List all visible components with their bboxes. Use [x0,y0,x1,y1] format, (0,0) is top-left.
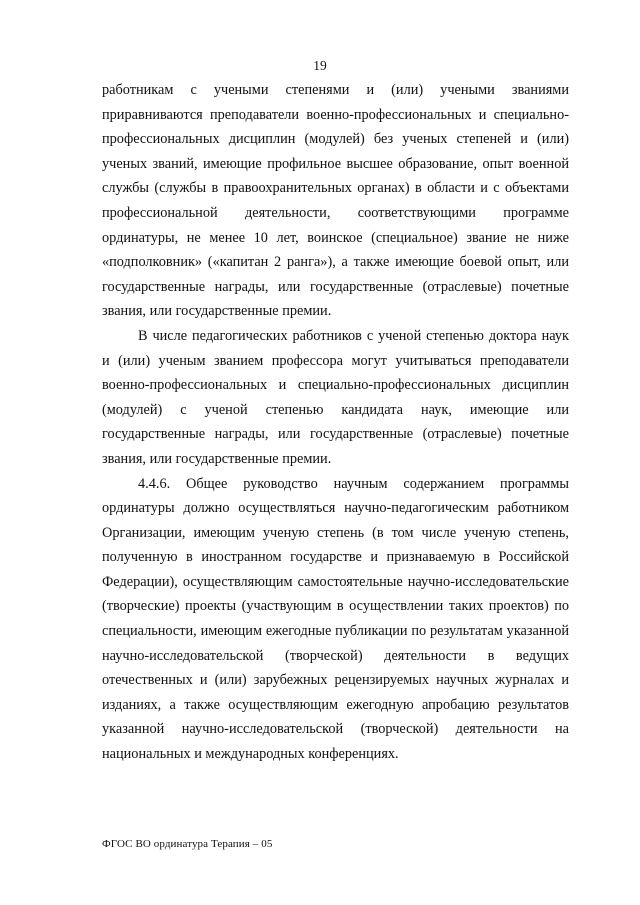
paragraph-doctor-equivalence: В числе педагогических работников с ученой степенью доктора наук и (или) ученым званием профессора могут учитываться преподаватели военно-профессиональных и специально-профессиональных дисциплин (модулей) с ученой степенью кандидата наук, имеющие или государственные награды, или государственные (отраслевые) почетные звания, или государственные премии. [102,327,569,467]
document-body [102,78,569,767]
paragraph-section-4-4-6: 4.4.6. Общее руководство научным содержанием программы ординатуры должно осуществляться научно-педагогическим работником Организации, имеющим ученую степень (в том числе ученую степень, полученную в иностранном государстве и признаваемую в Российской Федерации), осуществляющим самостоятельные научно-исследовательские (творческие) проекты (участвующим в осуществлении таких проектов) по специальности, имеющим ежегодные публикации по результатам указанной научно-исследовательской (творческой) деятельности в ведущих отечественных и (или) зарубежных рецензируемых научных журналах и изданиях, а также осуществляющим ежегодную апробацию результатов указанной научно-исследовательской (творческой) деятельности на национальных и международных конференциях. [102,475,569,763]
page-number: 19 [313,58,327,73]
paragraph-continuation: работникам с учеными степенями и (или) учеными званиями приравниваются преподаватели военно-профессиональных и специально-профессиональных дисциплин (модулей) без ученых степеней и (или) ученых званий, имеющие профильное высшее образование, опыт военной службы (службы в правоохранительных органах) в области и с объектами профессиональной деятельности, соответствующими программе ординатуры, не менее 10 лет, воинское (специальное) звание не ниже «подполковник» («капитан 2 ранга»), а также имеющие боевой опыт, или государственные награды, или государственные (отраслевые) почетные звания, или государственные премии. [102,82,569,320]
document-footer: ФГОС ВО ординатура Терапия – 05 [102,838,273,850]
